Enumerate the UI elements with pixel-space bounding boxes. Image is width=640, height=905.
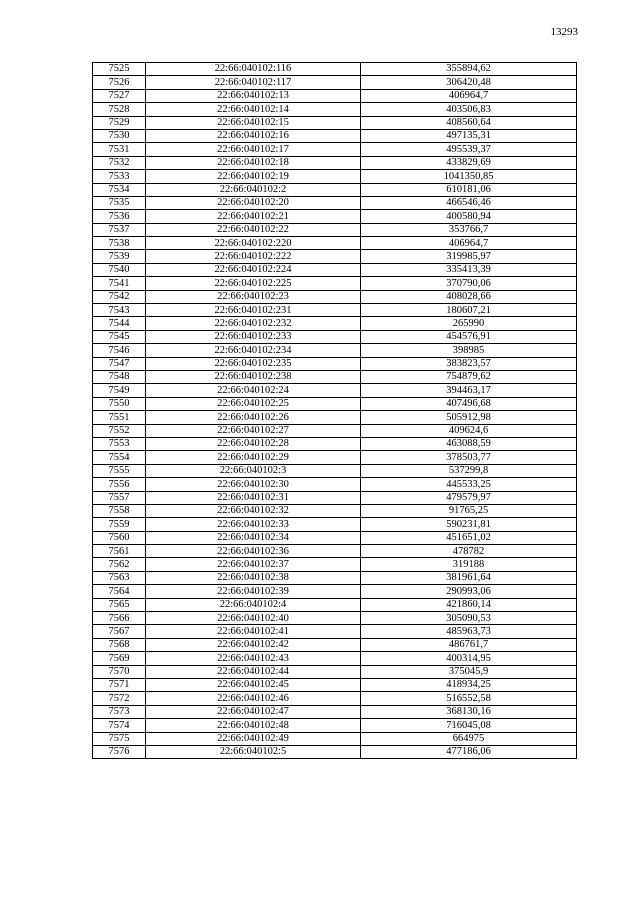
value-cell: 754879,62 — [361, 370, 577, 383]
row-number-cell: 7575 — [93, 732, 146, 745]
cadastral-number-cell: 22:66:040102:5 — [146, 745, 361, 758]
cadastral-number-cell: 22:66:040102:15 — [146, 116, 361, 129]
table-row — [93, 156, 577, 169]
table-row — [93, 504, 577, 517]
table-row — [93, 129, 577, 142]
value-cell: 486761,7 — [361, 638, 577, 651]
value-cell: 406964,7 — [361, 89, 577, 102]
table-row — [93, 745, 577, 758]
cadastral-number-cell: 22:66:040102:42 — [146, 638, 361, 651]
cadastral-number-cell: 22:66:040102:40 — [146, 612, 361, 625]
value-cell: 497135,31 — [361, 129, 577, 142]
table-row — [93, 612, 577, 625]
row-number-cell: 7563 — [93, 571, 146, 584]
cadastral-number-cell: 22:66:040102:44 — [146, 665, 361, 678]
value-cell: 418934,25 — [361, 678, 577, 691]
table-row — [93, 304, 577, 317]
cadastral-number-cell: 22:66:040102:33 — [146, 518, 361, 531]
value-cell: 394463,17 — [361, 384, 577, 397]
cadastral-number-cell: 22:66:040102:41 — [146, 625, 361, 638]
table-row — [93, 705, 577, 718]
cadastral-number-cell: 22:66:040102:222 — [146, 250, 361, 263]
table-row — [93, 290, 577, 303]
value-cell: 610181,06 — [361, 183, 577, 196]
value-cell: 381961,64 — [361, 571, 577, 584]
row-number-cell: 7571 — [93, 678, 146, 691]
value-cell: 306420,48 — [361, 76, 577, 89]
value-cell: 353766,7 — [361, 223, 577, 236]
table-row — [93, 598, 577, 611]
cadastral-number-cell: 22:66:040102:47 — [146, 705, 361, 718]
row-number-cell: 7535 — [93, 196, 146, 209]
cadastral-number-cell: 22:66:040102:233 — [146, 330, 361, 343]
cadastral-number-cell: 22:66:040102:30 — [146, 478, 361, 491]
table-row — [93, 223, 577, 236]
row-number-cell: 7528 — [93, 103, 146, 116]
table-body — [93, 63, 577, 759]
row-number-cell: 7525 — [93, 63, 146, 76]
row-number-cell: 7546 — [93, 344, 146, 357]
value-cell: 485963,73 — [361, 625, 577, 638]
table-row — [93, 437, 577, 450]
value-cell: 463088,59 — [361, 437, 577, 450]
value-cell: 516552,58 — [361, 692, 577, 705]
cadastral-number-cell: 22:66:040102:234 — [146, 344, 361, 357]
table-row — [93, 103, 577, 116]
table-row — [93, 116, 577, 129]
row-number-cell: 7527 — [93, 89, 146, 102]
table-row — [93, 89, 577, 102]
cadastral-number-cell: 22:66:040102:43 — [146, 652, 361, 665]
table-row — [93, 424, 577, 437]
table-row — [93, 330, 577, 343]
value-cell: 408028,66 — [361, 290, 577, 303]
row-number-cell: 7574 — [93, 719, 146, 732]
page-number: 13293 — [550, 26, 578, 38]
row-number-cell: 7538 — [93, 237, 146, 250]
cadastral-number-cell: 22:66:040102:21 — [146, 210, 361, 223]
row-number-cell: 7554 — [93, 451, 146, 464]
cadastral-number-cell: 22:66:040102:232 — [146, 317, 361, 330]
row-number-cell: 7549 — [93, 384, 146, 397]
value-cell: 479579,97 — [361, 491, 577, 504]
table-row — [93, 143, 577, 156]
row-number-cell: 7543 — [93, 304, 146, 317]
row-number-cell: 7567 — [93, 625, 146, 638]
value-cell: 466546,46 — [361, 196, 577, 209]
row-number-cell: 7569 — [93, 652, 146, 665]
value-cell: 478782 — [361, 545, 577, 558]
cadastral-number-cell: 22:66:040102:24 — [146, 384, 361, 397]
cadastral-number-cell: 22:66:040102:36 — [146, 545, 361, 558]
value-cell: 180607,21 — [361, 304, 577, 317]
table-row — [93, 665, 577, 678]
row-number-cell: 7568 — [93, 638, 146, 651]
value-cell: 1041350,85 — [361, 170, 577, 183]
row-number-cell: 7566 — [93, 612, 146, 625]
row-number-cell: 7533 — [93, 170, 146, 183]
row-number-cell: 7542 — [93, 290, 146, 303]
value-cell: 403506,83 — [361, 103, 577, 116]
value-cell: 319188 — [361, 558, 577, 571]
value-cell: 408560,64 — [361, 116, 577, 129]
table-row — [93, 678, 577, 691]
table-row — [93, 237, 577, 250]
value-cell: 495539,37 — [361, 143, 577, 156]
row-number-cell: 7558 — [93, 504, 146, 517]
table-row — [93, 719, 577, 732]
value-cell: 407496,68 — [361, 397, 577, 410]
value-cell: 477186,06 — [361, 745, 577, 758]
cadastral-number-cell: 22:66:040102:19 — [146, 170, 361, 183]
cadastral-number-cell: 22:66:040102:235 — [146, 357, 361, 370]
table-row — [93, 531, 577, 544]
table-row — [93, 491, 577, 504]
row-number-cell: 7557 — [93, 491, 146, 504]
value-cell: 398985 — [361, 344, 577, 357]
value-cell: 368130,16 — [361, 705, 577, 718]
cadastral-number-cell: 22:66:040102:116 — [146, 63, 361, 76]
cadastral-number-cell: 22:66:040102:31 — [146, 491, 361, 504]
cadastral-number-cell: 22:66:040102:27 — [146, 424, 361, 437]
value-cell: 319985,97 — [361, 250, 577, 263]
table-row — [93, 344, 577, 357]
cadastral-number-cell: 22:66:040102:48 — [146, 719, 361, 732]
cadastral-number-cell: 22:66:040102:14 — [146, 103, 361, 116]
table-row — [93, 170, 577, 183]
cadastral-number-cell: 22:66:040102:238 — [146, 370, 361, 383]
value-cell: 91765,25 — [361, 504, 577, 517]
table-row — [93, 732, 577, 745]
row-number-cell: 7550 — [93, 397, 146, 410]
value-cell: 370790,06 — [361, 277, 577, 290]
cadastral-number-cell: 22:66:040102:29 — [146, 451, 361, 464]
table-row — [93, 571, 577, 584]
table-row — [93, 263, 577, 276]
row-number-cell: 7562 — [93, 558, 146, 571]
cadastral-number-cell: 22:66:040102:224 — [146, 263, 361, 276]
value-cell: 335413,39 — [361, 263, 577, 276]
row-number-cell: 7537 — [93, 223, 146, 236]
cadastral-number-cell: 22:66:040102:2 — [146, 183, 361, 196]
value-cell: 406964,7 — [361, 237, 577, 250]
table-row — [93, 357, 577, 370]
table-row — [93, 210, 577, 223]
value-cell: 409624,6 — [361, 424, 577, 437]
table-row — [93, 692, 577, 705]
row-number-cell: 7576 — [93, 745, 146, 758]
cadastral-number-cell: 22:66:040102:23 — [146, 290, 361, 303]
value-cell: 400580,94 — [361, 210, 577, 223]
row-number-cell: 7541 — [93, 277, 146, 290]
table-row — [93, 478, 577, 491]
table-row — [93, 76, 577, 89]
cadastral-number-cell: 22:66:040102:38 — [146, 571, 361, 584]
value-cell: 378503,77 — [361, 451, 577, 464]
cadastral-number-cell: 22:66:040102:20 — [146, 196, 361, 209]
cadastral-number-cell: 22:66:040102:32 — [146, 504, 361, 517]
cadastral-number-cell: 22:66:040102:37 — [146, 558, 361, 571]
cadastral-number-cell: 22:66:040102:13 — [146, 89, 361, 102]
cadastral-number-cell: 22:66:040102:220 — [146, 237, 361, 250]
table-row — [93, 518, 577, 531]
table-row — [93, 411, 577, 424]
cadastral-number-cell: 22:66:040102:18 — [146, 156, 361, 169]
value-cell: 355894,62 — [361, 63, 577, 76]
table-row — [93, 277, 577, 290]
row-number-cell: 7534 — [93, 183, 146, 196]
cadastral-number-cell: 22:66:040102:3 — [146, 464, 361, 477]
table-row — [93, 638, 577, 651]
table-row — [93, 464, 577, 477]
value-cell: 716045,08 — [361, 719, 577, 732]
value-cell: 433829,69 — [361, 156, 577, 169]
value-cell: 305090,53 — [361, 612, 577, 625]
row-number-cell: 7539 — [93, 250, 146, 263]
row-number-cell: 7555 — [93, 464, 146, 477]
cadastral-number-cell: 22:66:040102:25 — [146, 397, 361, 410]
row-number-cell: 7548 — [93, 370, 146, 383]
table-row — [93, 370, 577, 383]
row-number-cell: 7530 — [93, 129, 146, 142]
row-number-cell: 7553 — [93, 437, 146, 450]
value-cell: 375045,9 — [361, 665, 577, 678]
value-cell: 421860,14 — [361, 598, 577, 611]
row-number-cell: 7572 — [93, 692, 146, 705]
value-cell: 290993,06 — [361, 585, 577, 598]
row-number-cell: 7556 — [93, 478, 146, 491]
value-cell: 265990 — [361, 317, 577, 330]
cadastral-number-cell: 22:66:040102:46 — [146, 692, 361, 705]
value-cell: 664975 — [361, 732, 577, 745]
table-row — [93, 652, 577, 665]
value-cell: 454576,91 — [361, 330, 577, 343]
row-number-cell: 7529 — [93, 116, 146, 129]
data-table — [92, 62, 577, 759]
value-cell: 505912,98 — [361, 411, 577, 424]
cadastral-number-cell: 22:66:040102:45 — [146, 678, 361, 691]
row-number-cell: 7545 — [93, 330, 146, 343]
cadastral-number-cell: 22:66:040102:117 — [146, 76, 361, 89]
row-number-cell: 7565 — [93, 598, 146, 611]
table-row — [93, 585, 577, 598]
table-row — [93, 183, 577, 196]
cadastral-number-cell: 22:66:040102:225 — [146, 277, 361, 290]
value-cell: 590231,81 — [361, 518, 577, 531]
cadastral-number-cell: 22:66:040102:26 — [146, 411, 361, 424]
cadastral-number-cell: 22:66:040102:22 — [146, 223, 361, 236]
table-row — [93, 384, 577, 397]
cadastral-number-cell: 22:66:040102:4 — [146, 598, 361, 611]
row-number-cell: 7561 — [93, 545, 146, 558]
row-number-cell: 7547 — [93, 357, 146, 370]
row-number-cell: 7526 — [93, 76, 146, 89]
table-row — [93, 545, 577, 558]
value-cell: 400314,95 — [361, 652, 577, 665]
cadastral-number-cell: 22:66:040102:231 — [146, 304, 361, 317]
value-cell: 383823,57 — [361, 357, 577, 370]
table-row — [93, 625, 577, 638]
row-number-cell: 7532 — [93, 156, 146, 169]
row-number-cell: 7552 — [93, 424, 146, 437]
row-number-cell: 7540 — [93, 263, 146, 276]
cadastral-number-cell: 22:66:040102:17 — [146, 143, 361, 156]
table-row — [93, 317, 577, 330]
row-number-cell: 7570 — [93, 665, 146, 678]
table-row — [93, 250, 577, 263]
value-cell: 451651,02 — [361, 531, 577, 544]
table-row — [93, 451, 577, 464]
row-number-cell: 7551 — [93, 411, 146, 424]
row-number-cell: 7536 — [93, 210, 146, 223]
row-number-cell: 7544 — [93, 317, 146, 330]
value-cell: 537299,8 — [361, 464, 577, 477]
row-number-cell: 7564 — [93, 585, 146, 598]
cadastral-number-cell: 22:66:040102:16 — [146, 129, 361, 142]
cadastral-number-cell: 22:66:040102:49 — [146, 732, 361, 745]
table-row — [93, 558, 577, 571]
cadastral-number-cell: 22:66:040102:34 — [146, 531, 361, 544]
cadastral-number-cell: 22:66:040102:28 — [146, 437, 361, 450]
cadastral-number-cell: 22:66:040102:39 — [146, 585, 361, 598]
value-cell: 445533,25 — [361, 478, 577, 491]
row-number-cell: 7560 — [93, 531, 146, 544]
row-number-cell: 7573 — [93, 705, 146, 718]
table-row — [93, 397, 577, 410]
row-number-cell: 7559 — [93, 518, 146, 531]
table-row — [93, 63, 577, 76]
row-number-cell: 7531 — [93, 143, 146, 156]
table-row — [93, 196, 577, 209]
